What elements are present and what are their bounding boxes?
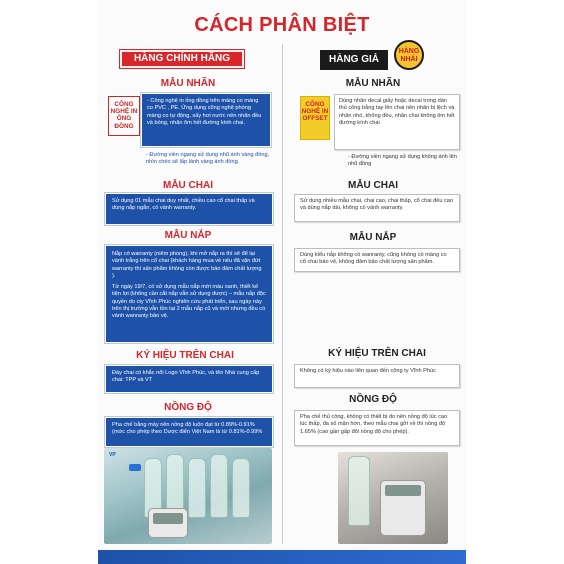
brand-logo-icon: VP: [109, 452, 116, 458]
footer-bar: [98, 550, 466, 564]
fake-label-text: Dùng nhãn decal giấy hoặc decal trong dán thủ công bằng tay lên chai nên nhãn bị lệch và nhăn nhó, không đều, nhãn chai không ôm hết đường kính chai: [339, 98, 455, 126]
fake-label-seal: CÔNG NGHỆ IN OFFSET: [300, 96, 330, 140]
fake-cap-title: MẪU NẮP: [349, 232, 397, 243]
fake-symbol-box: [294, 364, 460, 388]
genuine-cap-text-1: Nắp có warranty (niêm phong), khi mở nắp ra thì sẽ để lại vành trắng trên cổ chai (khách hàng mua về nếu đã vặn đứt warranty thì sản phẩm không còn được bảo đảm chất lượng ).: [112, 251, 262, 279]
genuine-bottle-title: MẪU CHAI: [163, 180, 213, 191]
genuine-bottle-text: Sử dụng 01 mẫu chai duy nhất, chiều cao cổ chai thấp và dùng nắp ngắn, có vành warranty.: [112, 198, 255, 212]
genuine-concentration-box: [106, 418, 272, 446]
bottle-icon: [348, 456, 370, 526]
genuine-cap-text-2: Từ ngày 19/7, có sử dụng mẫu nắp mới màu xanh, thiết kế tiện lợi (không cần cắt nắp vẫn sử dụng được) – mẫu nắp độc quyền do cty Vĩnh Phúc nghiên cứu phát triển, sau ngày này trên thị trường vẫn tồn tại 2 mẫu nắp cũ và mới nhưng đều có vành wanranty bảo vệ.: [112, 284, 266, 320]
fake-concentration-text: Pha chế thủ công, không có thiết bị do nên nồng độ lúc cao lúc thấp, đa số mặn hơn, theo mẫu chai gởi về thì nồng độ 1.65% (cao gần gấp đôi nồng độ cho phép).: [300, 414, 448, 435]
fake-label-note: - Đường viền ngang sử dụng không ánh lên nhũ đồng: [348, 154, 457, 168]
column-divider: [282, 44, 283, 544]
genuine-label-box: [142, 94, 270, 146]
fake-concentration-title: NỒNG ĐỘ: [349, 394, 397, 405]
genuine-label-note: - Đường viền ngang sử dụng nhũ ánh vàng đồng, nhìn chéo sẽ lấp lánh vàng ánh đồng.: [146, 152, 270, 166]
fake-concentration-box: [294, 410, 460, 446]
bottle-icon: [232, 458, 250, 518]
genuine-concentration-title: NỒNG ĐỘ: [164, 402, 212, 413]
page-title: CÁCH PHÂN BIỆT: [194, 14, 370, 36]
fake-label-title: MẪU NHÃN: [345, 78, 401, 89]
bottle-icon: [188, 458, 206, 518]
fake-cap-text: Dùng kiểu nắp không có wanranty, cũng không có màng co cổ chai bảo vệ, không đảm bảo chất lượng sản phẩm.: [300, 252, 447, 266]
genuine-concentration-text: Pha chế bằng máy nên nồng độ luôn đạt từ 0.89%-0.91% (mức cho phép theo Dược điển Việt Nam là từ 0.81%-0.99%: [112, 422, 263, 436]
fake-header: HÀNG GIẢ: [320, 50, 388, 70]
fake-bottle-text: Sử dụng nhiều mẫu chai, chai cao, chai thấp, cổ chai đều cao và dùng nắp dài, không có vành warranty.: [300, 198, 454, 212]
genuine-label-title: MẪU NHÃN: [160, 78, 216, 89]
genuine-header: HÀNG CHÍNH HÃNG: [120, 50, 244, 68]
fake-symbol-title: KÝ HIỆU TRÊN CHAI: [328, 348, 426, 359]
fake-product-photo: [338, 452, 448, 544]
genuine-cap-box: [106, 246, 272, 342]
genuine-symbol-box: [106, 366, 272, 392]
fake-badge: HÀNG NHÁI: [394, 40, 424, 70]
refractometer-icon: [148, 508, 188, 538]
genuine-product-photo: [104, 448, 272, 544]
bottle-icon: [210, 454, 228, 518]
fake-bottle-title: MẪU CHAI: [348, 180, 398, 191]
genuine-label-text: - Công nghệ in ống đồng trên màng co màng co PVC , PE. Ứng dụng công nghệ phóng màng co tự động, sấy hơi nước nên nhãn đều và bóng, nhãn ôm hết đường kính chai.: [147, 98, 262, 126]
fake-cap-box: [294, 248, 460, 272]
genuine-label-seal: CÔNG NGHỆ IN ỐNG ĐỒNG: [108, 96, 140, 136]
genuine-cap-title: MẪU NẮP: [164, 230, 212, 241]
blue-cap-icon: [129, 464, 141, 471]
fake-label-box: [334, 94, 460, 150]
genuine-symbol-text: Đáy chai có khắc nổi Logo Vĩnh Phúc, và tên Nhà cung cấp chai: TPP và VT: [112, 370, 260, 384]
comparison-poster: [98, 0, 466, 564]
refractometer-icon: [380, 480, 426, 536]
genuine-symbol-title: KÝ HIỆU TRÊN CHAI: [136, 350, 234, 361]
fake-bottle-box: [294, 194, 460, 222]
genuine-bottle-box: [106, 194, 272, 224]
fake-symbol-text: Không có ký hiệu nào liên quan đến công ty Vĩnh Phúc: [300, 368, 436, 374]
